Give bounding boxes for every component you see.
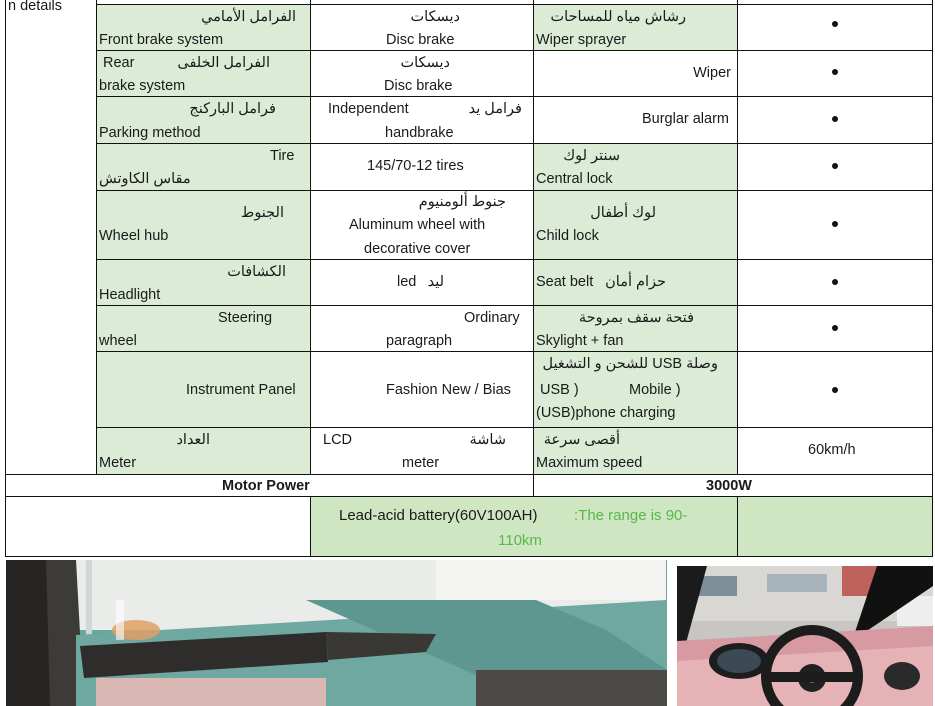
fashion-bias: Fashion New / Bias <box>386 382 511 398</box>
bullet-3 <box>832 116 838 122</box>
child-lock-en: Child lock <box>536 228 599 244</box>
disc-brake-en-2: Disc brake <box>384 78 453 94</box>
car-door-photo <box>6 560 667 706</box>
lcd-en: LCD <box>323 432 353 448</box>
bullet-1 <box>832 21 838 27</box>
meter-ar: العداد <box>176 432 210 448</box>
lcd-en2: meter <box>402 455 440 471</box>
dashboard-photo <box>677 566 933 706</box>
max-speed-en: Maximum speed <box>536 455 643 471</box>
rear-brake-en2: brake system <box>99 78 186 94</box>
motor-power-value: 3000W <box>706 478 752 494</box>
wiper-label: Wiper <box>693 65 731 81</box>
central-lock-ar: سنتر لوك <box>563 148 620 164</box>
steering-en1: Steering <box>218 310 273 326</box>
usb-ar: وصلة USB للشحن و التشغيل <box>542 356 718 372</box>
aluminum-wheel-en1: Aluminum wheel with <box>349 217 486 233</box>
child-lock-ar: لوك أطفال <box>590 205 656 221</box>
battery-text: Lead-acid battery(60V100AH) <box>339 507 538 524</box>
tire-en: Tire <box>270 148 295 164</box>
bullet-2 <box>832 69 838 75</box>
bullet-7 <box>832 325 838 331</box>
steering-en2: wheel <box>99 333 137 349</box>
bullet-4 <box>832 163 838 169</box>
parking-ar: فرامل الباركنج <box>189 101 276 117</box>
usb-en1: USB ) <box>540 382 579 398</box>
usb-en2: (USB)phone charging <box>536 405 676 421</box>
section-label: n details <box>8 0 63 14</box>
usb-en1b: Mobile ) <box>629 382 681 398</box>
bullet-5 <box>832 221 838 227</box>
seat-belt-en: Seat belt <box>536 274 594 290</box>
disc-brake-ar-2: ديسكات <box>400 55 450 71</box>
handbrake-ar: فرامل يد <box>468 101 522 117</box>
wiper-sprayer-ar: رشاش مياه للمساحات <box>550 9 686 25</box>
led-ar: ليد <box>427 274 444 290</box>
burglar-alarm: Burglar alarm <box>641 111 729 127</box>
aluminum-wheel-en2: decorative cover <box>364 241 471 257</box>
wiper-sprayer-en: Wiper sprayer <box>536 32 627 48</box>
aluminum-wheel-ar: جنوط ألومنيوم <box>418 194 506 210</box>
instrument-panel: Instrument Panel <box>186 382 296 398</box>
ordinary-en1: Ordinary <box>464 310 520 326</box>
battery-range-1: :The range is 90- <box>574 507 688 524</box>
max-speed-value: 60km/h <box>808 442 856 458</box>
skylight-en: Skylight + fan <box>536 333 624 349</box>
seat-belt-ar: حزام أمان <box>605 274 666 290</box>
handbrake-en2: handbrake <box>385 125 454 141</box>
skylight-ar: فتحة سقف بمروحة <box>578 310 694 326</box>
disc-brake-ar-1: ديسكات <box>410 9 460 25</box>
ordinary-en2: paragraph <box>386 333 453 349</box>
bullet-6 <box>832 279 838 285</box>
rear-brake-ar: الفرامل الخلفى <box>177 55 270 71</box>
lcd-ar: شاشة <box>469 432 506 448</box>
wheel-hub-ar: الجنوط <box>240 205 284 221</box>
meter-en: Meter <box>99 455 137 471</box>
central-lock-en: Central lock <box>536 171 613 187</box>
front-brake-ar: الفرامل الأمامي <box>201 9 296 25</box>
wheel-hub-en: Wheel hub <box>99 228 169 244</box>
rear-brake-en1: Rear <box>103 55 135 71</box>
led-en: led <box>397 274 417 290</box>
headlight-ar: الكشافات <box>227 264 286 280</box>
max-speed-ar: أقصى سرعة <box>543 432 620 448</box>
front-brake-en: Front brake system <box>99 32 224 48</box>
tire-ar: مقاس الكاوتش <box>99 171 191 187</box>
tire-size: 145/70-12 tires <box>367 158 464 174</box>
bullet-8 <box>832 387 838 393</box>
battery-range-2: 110km <box>498 532 542 549</box>
headlight-en: Headlight <box>99 287 161 303</box>
handbrake-en1: Independent <box>328 101 409 117</box>
parking-en: Parking method <box>99 125 201 141</box>
motor-power-label: Motor Power <box>222 478 310 494</box>
disc-brake-en-1: Disc brake <box>386 32 455 48</box>
